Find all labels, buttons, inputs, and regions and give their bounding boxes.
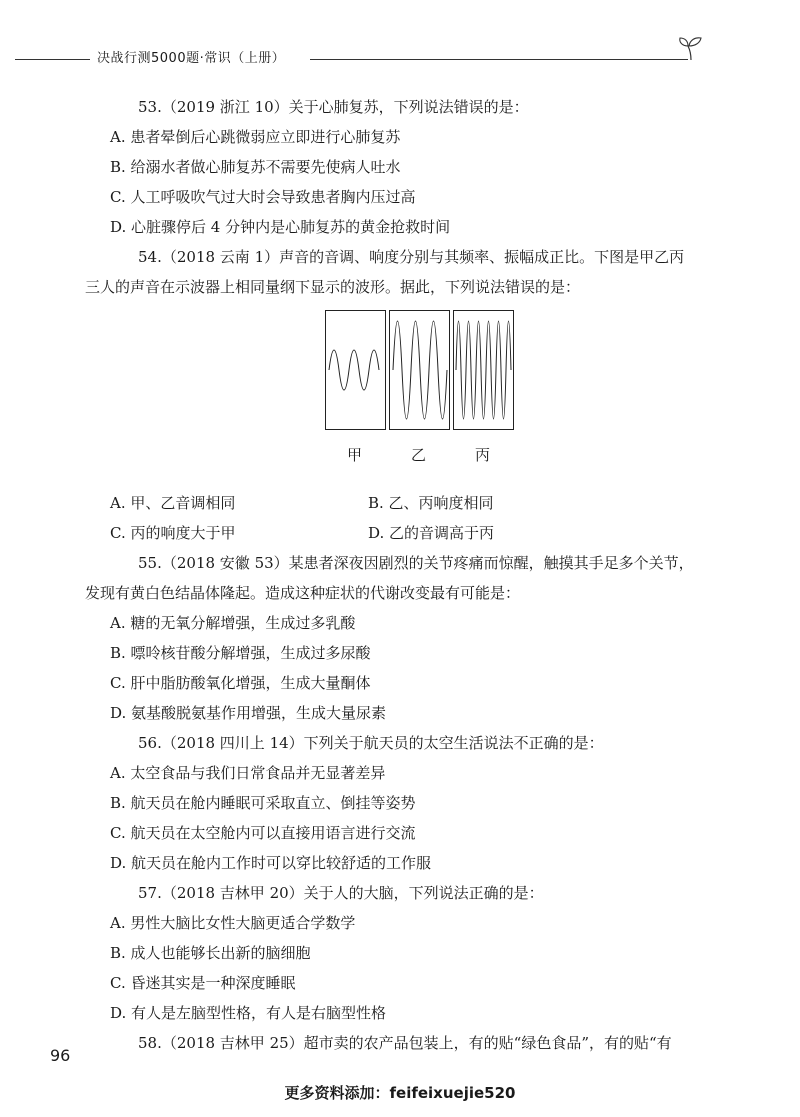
question-54-option-d: D. 乙的音调高于丙 bbox=[368, 524, 495, 542]
question-53-option-b: B. 给溺水者做心肺复苏不需要先使病人吐水 bbox=[110, 158, 401, 176]
question-54-option-b: B. 乙、丙响度相同 bbox=[368, 494, 494, 512]
question-57-option-c: C. 昏迷其实是一种深度睡眠 bbox=[110, 974, 296, 992]
question-54-stem-line-1: 54.（2018 云南 1）声音的音调、响度分别与其频率、振幅成正比。下图是甲乙丙 bbox=[138, 248, 685, 266]
question-57-stem: 57.（2018 吉林甲 20）关于人的大脑，下列说法正确的是： bbox=[138, 884, 544, 902]
figure-label-jia: 甲 bbox=[347, 446, 363, 464]
question-57-option-b: B. 成人也能够长出新的脑细胞 bbox=[110, 944, 311, 962]
question-56-option-d: D. 航天员在舱内工作时可以穿比较舒适的工作服 bbox=[110, 854, 432, 872]
figure-label-bing: 丙 bbox=[475, 446, 491, 464]
figure-label-yi: 乙 bbox=[411, 446, 427, 464]
question-53-stem: 53.（2019 浙江 10）关于心肺复苏，下列说法错误的是： bbox=[138, 98, 529, 116]
question-53-option-c: C. 人工呼吸吹气过大时会导致患者胸内压过高 bbox=[110, 188, 416, 206]
question-55-option-a: A. 糖的无氧分解增强，生成过多乳酸 bbox=[110, 614, 356, 632]
question-54-options-row-2 bbox=[110, 518, 700, 548]
question-54-option-c: C. 丙的响度大于甲 bbox=[110, 524, 236, 542]
question-55-option-b: B. 嘌呤核苷酸分解增强，生成过多尿酸 bbox=[110, 644, 371, 662]
question-56-option-b: B. 航天员在舱内睡眠可采取直立、倒挂等姿势 bbox=[110, 794, 416, 812]
header-rule-right bbox=[310, 59, 688, 60]
header-title: 决战行测5000题·常识（上册） bbox=[97, 51, 286, 66]
header-rule-left bbox=[15, 59, 90, 60]
question-56-option-c: C. 航天员在太空舱内可以直接用语言进行交流 bbox=[110, 824, 416, 842]
running-header bbox=[0, 40, 800, 70]
oscilloscope-figure bbox=[110, 306, 700, 488]
question-54-stem-line-2: 三人的声音在示波器上相同量纲下显示的波形。据此，下列说法错误的是： bbox=[85, 278, 581, 296]
question-54-options-row-1 bbox=[110, 488, 700, 518]
question-55-option-d: D. 氨基酸脱氨基作用增强，生成大量尿素 bbox=[110, 704, 387, 722]
page-number: 96 bbox=[50, 1046, 71, 1065]
question-56-stem: 56.（2018 四川上 14）下列关于航天员的太空生活说法不正确的是： bbox=[138, 734, 604, 752]
question-58-stem: 58.（2018 吉林甲 25）超市卖的农产品包装上，有的贴“绿色食品”，有的贴“有 bbox=[138, 1034, 672, 1052]
footer-note: 更多资料添加：feifeixuejie520 bbox=[284, 1084, 516, 1102]
oscilloscope-waveforms bbox=[325, 310, 515, 430]
figure-labels bbox=[325, 440, 515, 470]
question-54-option-a: A. 甲、乙音调相同 bbox=[110, 494, 236, 512]
question-57-option-d: D. 有人是左脑型性格，有人是右脑型性格 bbox=[110, 1004, 387, 1022]
question-53-option-a: A. 患者晕倒后心跳微弱应立即进行心肺复苏 bbox=[110, 128, 401, 146]
question-53-option-d: D. 心脏骤停后 4 分钟内是心肺复苏的黄金抢救时间 bbox=[110, 218, 451, 236]
sprout-icon bbox=[676, 32, 706, 62]
question-57-option-a: A. 男性大脑比女性大脑更适合学数学 bbox=[110, 914, 356, 932]
question-55-stem-line-1: 55.（2018 安徽 53）某患者深夜因剧烈的关节疼痛而惊醒，触摸其手足多个关节， bbox=[138, 554, 694, 572]
question-56-option-a: A. 太空食品与我们日常食品并无显著差异 bbox=[110, 764, 386, 782]
question-55-stem-line-2: 发现有黄白色结晶体隆起。造成这种症状的代谢改变最有可能是： bbox=[85, 584, 521, 602]
question-list bbox=[85, 92, 700, 1058]
question-55-option-c: C. 肝中脂肪酸氧化增强，生成大量酮体 bbox=[110, 674, 371, 692]
